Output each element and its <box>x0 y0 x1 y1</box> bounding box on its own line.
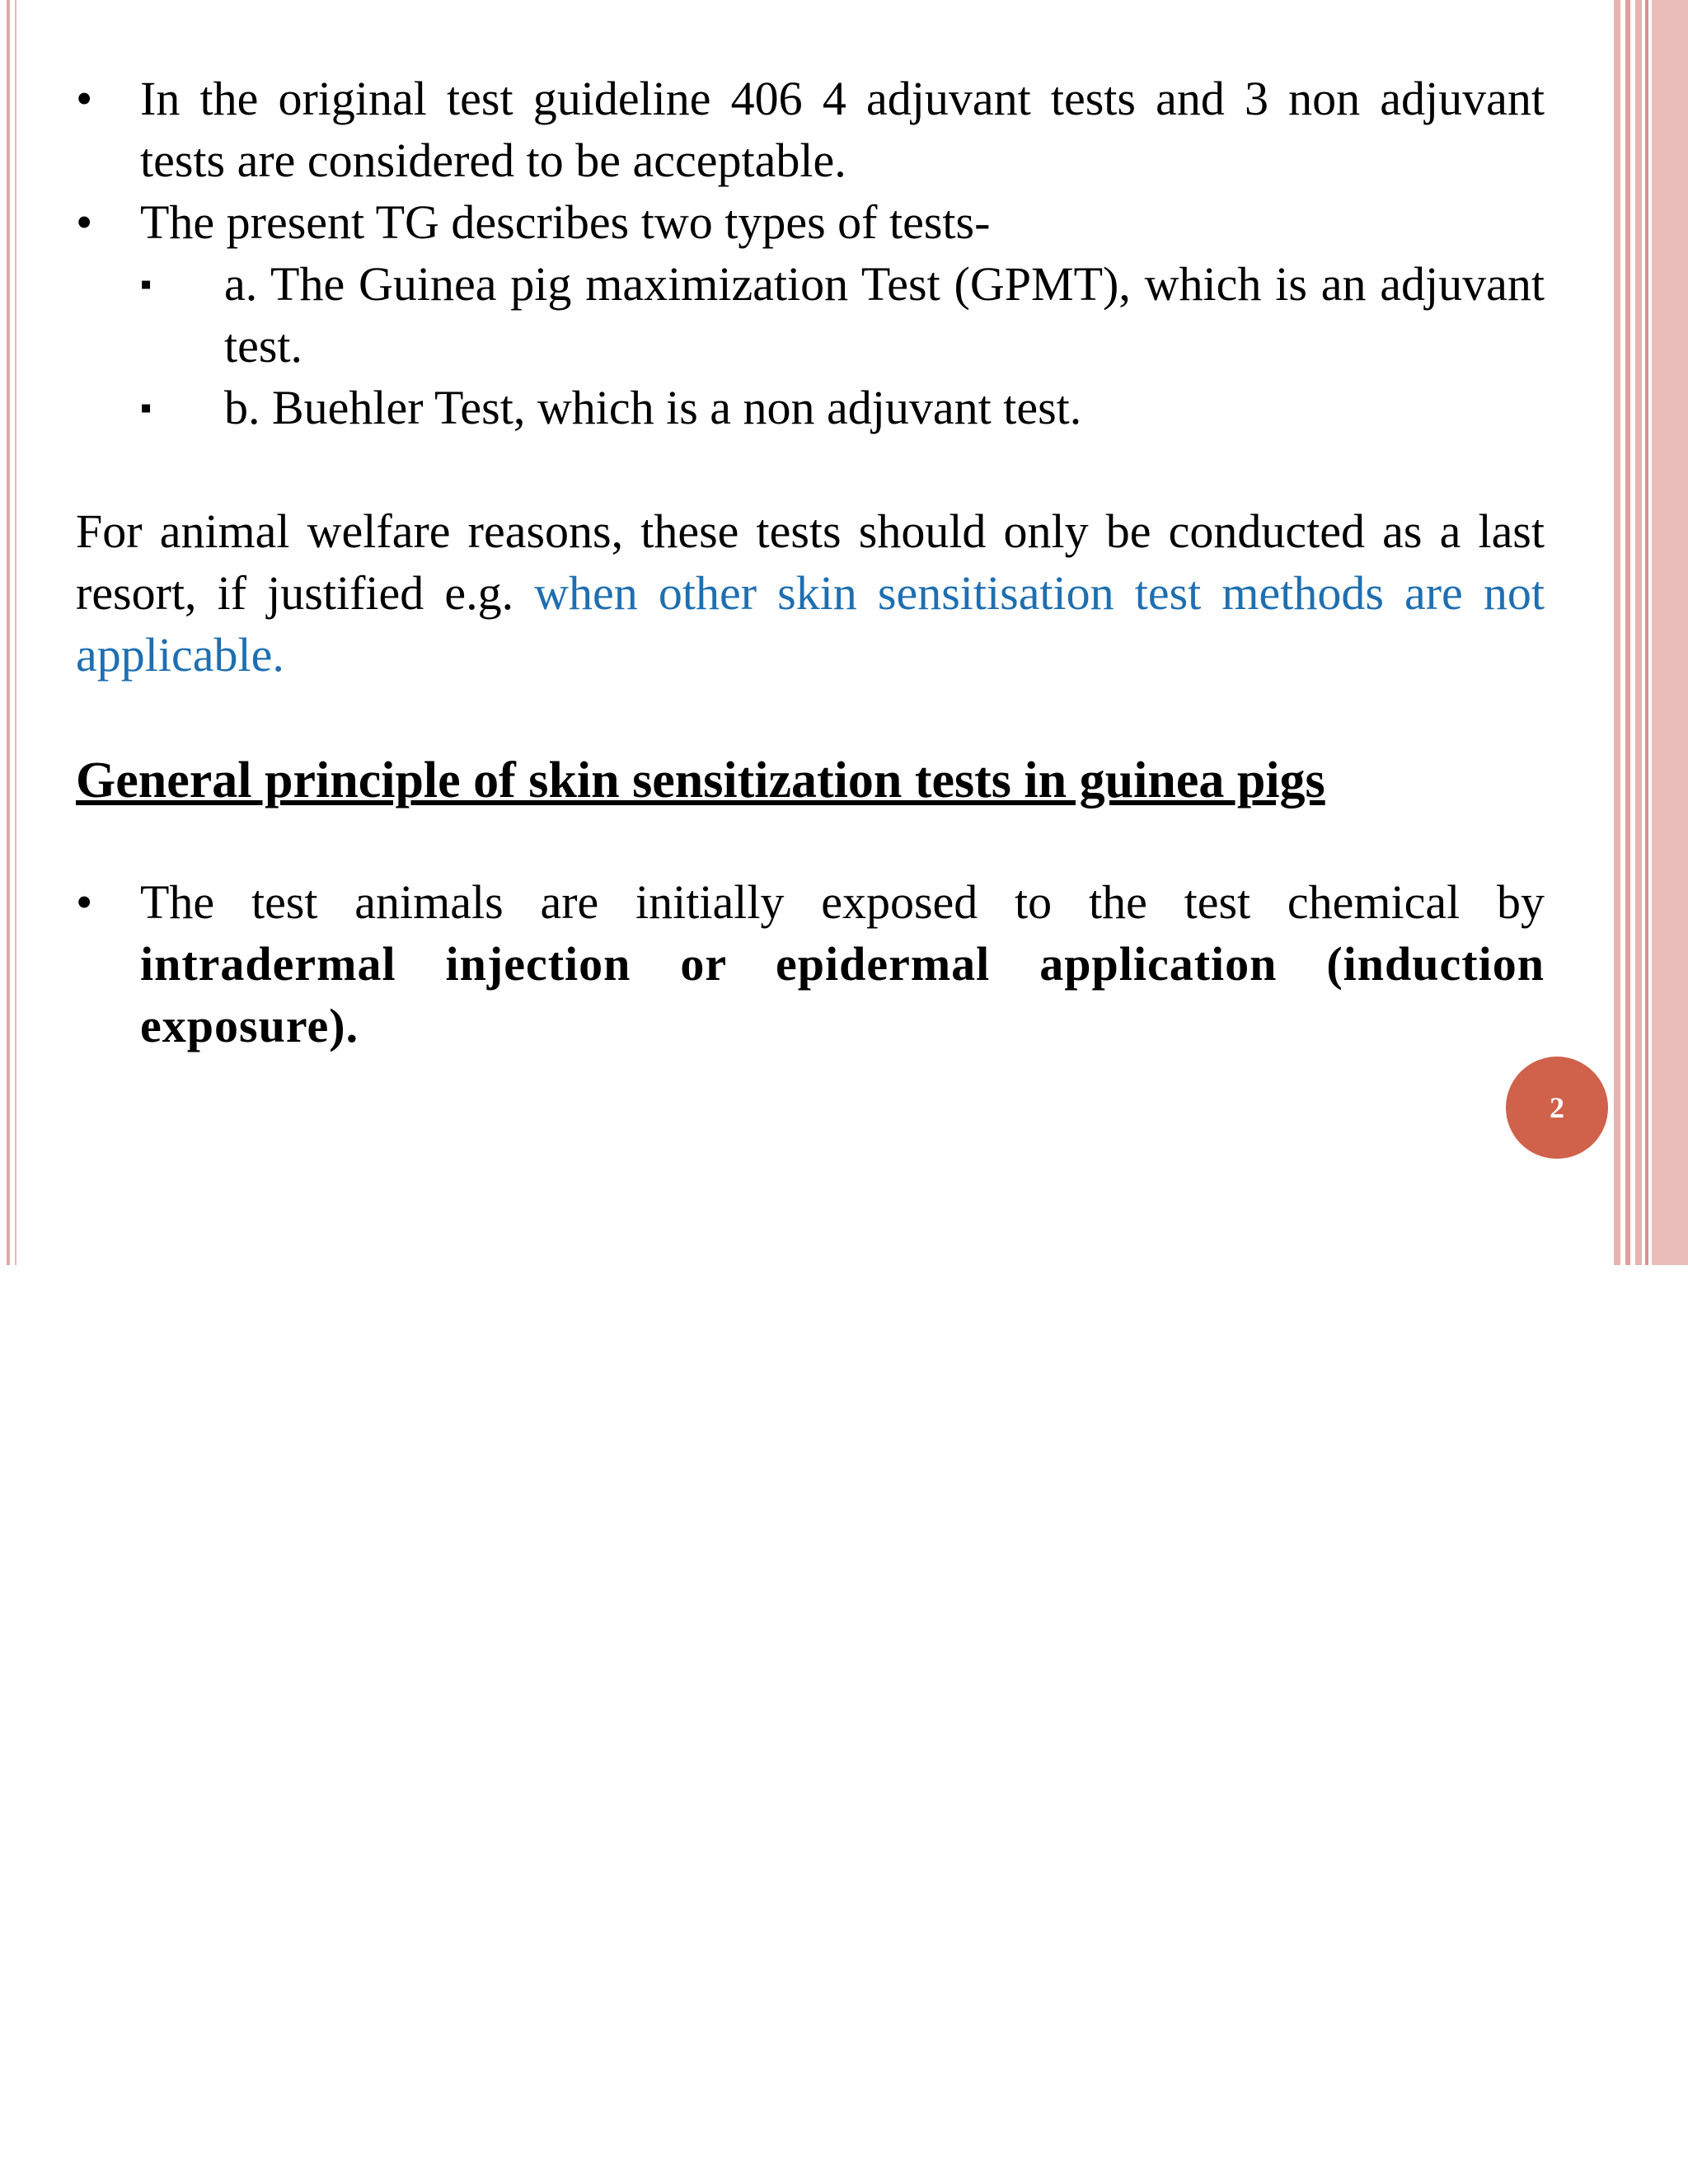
bullet-item <box>76 68 1545 191</box>
sub-bullet-item <box>140 253 1545 377</box>
welfare-text: For animal welfare reasons, these tests should only be conducted as a last resort, if justified e.g. <box>76 504 1545 620</box>
bullet-item <box>76 871 1545 1057</box>
bullet-item <box>76 191 1545 253</box>
section-heading: General principle of skin sensitization tests in guinea pigs <box>76 752 1325 808</box>
bullet-mark: • <box>76 195 93 249</box>
sub-bullet-item <box>140 377 1545 438</box>
sub-bullet-text: a. The Guinea pig maximization Test (GPMT), which is an adjuvant test. <box>224 257 1545 373</box>
left-border-line-inner <box>15 0 16 1265</box>
bullet-bold-text: intradermal injection or epidermal application (induction exposure). <box>140 937 1545 1052</box>
right-border-band <box>1652 0 1688 1265</box>
right-border-stripe <box>1625 0 1630 1265</box>
square-bullet-icon: ▪ <box>140 389 152 426</box>
bullet-mark: • <box>76 72 93 125</box>
bullet-text: The present TG describes two types of tests- <box>140 195 991 249</box>
bullet-text: The test animals are initially exposed to the test chemical by <box>140 875 1545 929</box>
bullet-text: In the original test guideline 406 4 adjuvant tests and 3 non adjuvant tests are considered to be acceptable. <box>140 72 1545 187</box>
page-number-badge: 2 <box>1506 1057 1608 1159</box>
slide-content <box>76 68 1545 1057</box>
sub-bullet-text: b. Buehler Test, which is a non adjuvant test. <box>224 381 1082 434</box>
right-border-stripe <box>1635 0 1642 1265</box>
right-border-stripe <box>1614 0 1620 1265</box>
welfare-highlight-text: when other skin sensitisation test methods are not applicable. <box>76 566 1545 682</box>
bullet-mark: • <box>76 875 93 929</box>
left-border-line <box>7 0 10 1265</box>
right-border-stripe <box>1645 0 1648 1265</box>
square-bullet-icon: ▪ <box>140 265 152 302</box>
welfare-paragraph <box>76 500 1545 686</box>
